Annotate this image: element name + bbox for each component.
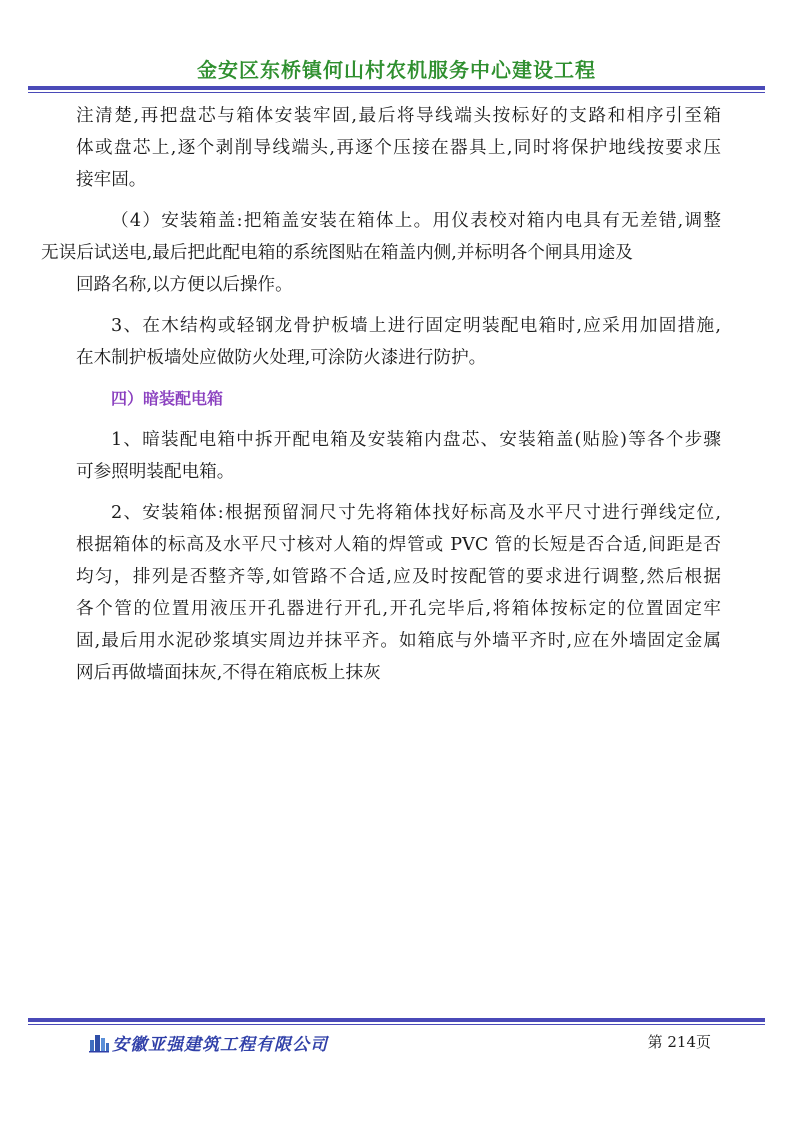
paragraph-wood-wall-end (76, 342, 721, 374)
text-line: 网后再做墙面抹灰,不得在箱底板上抹灰 (76, 663, 381, 683)
text-line: （4）安装箱盖:把箱盖安装在箱体上。用仪表校对箱内电具有无差错,调整 (111, 211, 721, 231)
footer-rule-thin (28, 1024, 765, 1025)
footer-rule-thick (28, 1018, 765, 1022)
text-line: 回路名称,以方便以后操作。 (76, 275, 293, 295)
paragraph-install-box (76, 625, 721, 657)
paragraph-install-cover-end (76, 269, 721, 301)
paragraph-continued (76, 100, 721, 164)
text-line: 可参照明装配电箱。 (76, 462, 235, 482)
paragraph-install-box (76, 529, 721, 561)
paragraph-concealed-steps-end (76, 456, 721, 488)
page-footer (0, 1028, 793, 1058)
header-rule-thin (28, 92, 765, 93)
paragraph-install-box (76, 561, 721, 593)
paragraph-install-box-first (76, 497, 721, 529)
paragraph-install-box-end (76, 657, 721, 689)
section-title-concealed-box: 四）暗装配电箱 (111, 389, 224, 408)
text-line: 均匀，排列是否整齐等,如管路不合适,应及时按配管的要求进行调整,然后根据 (76, 567, 721, 587)
paragraph-concealed-steps (76, 424, 721, 456)
document-body (41, 100, 721, 689)
text-line: 注清楚,再把盘芯与箱体安装牢固,最后将导线端头按标好的支路和相序引至箱 (76, 106, 721, 126)
text-line: 体或盘芯上,逐个剥削导线端头,再逐个压接在器具上,同时将保护地线按要求压 (76, 138, 721, 158)
text-line: 3、在木结构或轻钢龙骨护板墙上进行固定明装配电箱时,应采用加固措施, (111, 316, 721, 336)
paragraph-wood-wall (76, 310, 721, 342)
text-line: 根据箱体的标高及水平尺寸核对人箱的焊管或 PVC 管的长短是否合适,间距是否 (76, 535, 721, 555)
paragraph-install-cover (41, 205, 721, 269)
paragraph-install-box (76, 593, 721, 625)
text-line: 在木制护板墙处应做防火处理,可涂防火漆进行防护。 (76, 348, 487, 368)
paragraph-continued-end (76, 164, 721, 196)
text-line: 无误后试送电,最后把此配电箱的系统图贴在箱盖内侧,并标明各个闸具用途及 (41, 243, 633, 263)
page-header-title: 金安区东桥镇何山村农机服务中心建设工程 (197, 58, 596, 82)
text-line: 1、暗装配电箱中拆开配电箱及安装箱内盘芯、安装箱盖(贴脸)等各个步骤 (111, 430, 721, 450)
footer-company-name: 安徽亚强建筑工程有限公司 (112, 1035, 328, 1055)
header-rule-thick (28, 86, 765, 90)
text-line: 接牢固。 (76, 170, 147, 190)
text-line: 各个管的位置用液压开孔器进行开孔,开孔完毕后,将箱体按标定的位置固定牢 (76, 599, 721, 619)
page-number: 第 214页 (647, 1033, 711, 1051)
building-logo-icon (88, 1031, 110, 1053)
text-line: 2、安装箱体:根据预留洞尺寸先将箱体找好标高及水平尺寸进行弹线定位, (111, 503, 721, 523)
text-line: 固,最后用水泥砂浆填实周边并抹平齐。如箱底与外墙平齐时,应在外墙固定金属 (76, 631, 721, 651)
